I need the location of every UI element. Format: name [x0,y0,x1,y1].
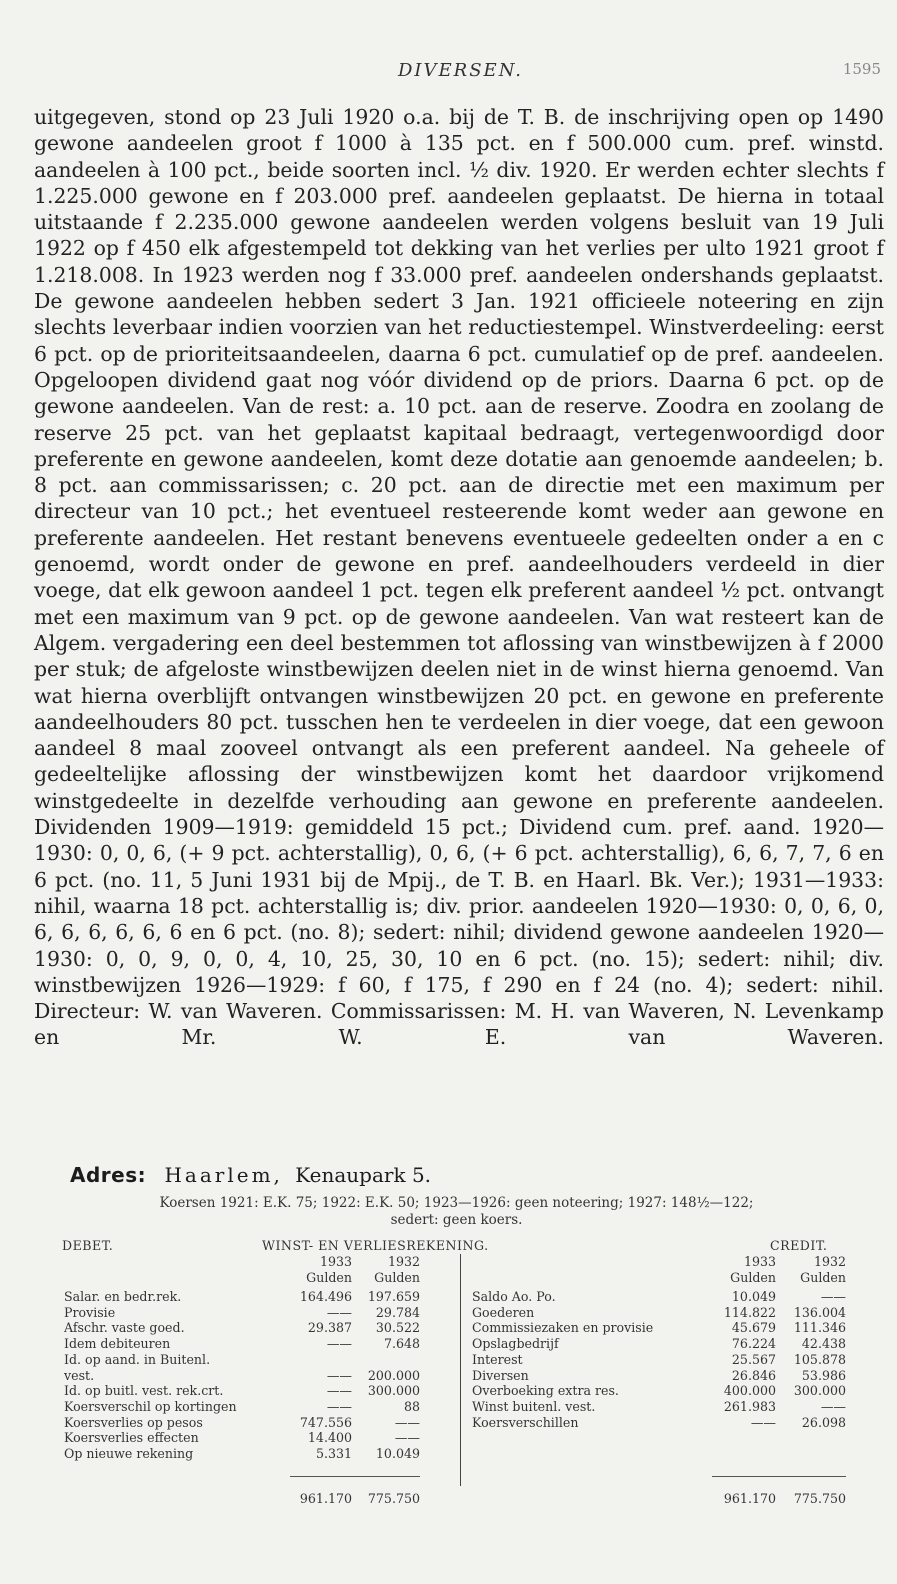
credit-label: Koersverschillen [472,1414,579,1430]
debit-value-1933: 164.496 [299,1289,352,1304]
address-street: Kenaupark 5. [295,1163,432,1187]
credit-value-1933: 26.846 [731,1367,776,1383]
debit-label: Koersverlies op pesos [64,1414,203,1430]
debit-value-1932: 88 [403,1398,420,1414]
address-label: Adres: [70,1163,147,1187]
debit-row [64,1289,420,1305]
debit-label: Koersverschil op kortingen [64,1398,237,1414]
debit-row [64,1383,420,1399]
debit-value-1932: 7.648 [383,1336,420,1352]
debit-label: Idem debiteuren [64,1336,171,1352]
debit-label: vest. [64,1367,95,1383]
credit-value-1933: 10.049 [731,1289,776,1304]
credit-unit-2: Gulden [800,1270,846,1285]
address-city: Haarlem, [164,1163,283,1187]
debit-value-1933: 747.556 [299,1414,352,1430]
debit-value-1933: —— [326,1398,352,1414]
credit-unit-1: Gulden [730,1270,776,1285]
running-head [34,60,887,90]
debit-row [64,1320,420,1336]
debit-row [64,1352,420,1368]
body-paragraph: uitgegeven, stond op 23 Juli 1920 o.a. bij de T. B. de inschrijving open op 1490 gewone aandeelen groot f 1000 à 135 pct. en f 500.000 cum. pref. winstd. aandeelen à 100 pct., beide soorten incl. ½ div. 1920. Er werden echter slechts f 1.225.000 gewone en f 203.000 pref. aandeelen geplaatst. De hierna in totaal uitstaande f 2.235.000 gewone aandeelen werden volgens besluit van 19 Juli 1922 op f 450 elk afgestempeld tot dekking van het verlies per ulto 1921 groot f 1.218.008. In 1923 werden nog f 33.000 pref. aandeelen ondershands geplaatst. De gewone aandeelen hebben sedert 3 Jan. 1921 officieele noteering en zijn slechts leverbaar indien voorzien van het reductiestempel. Winstverdeeling: eerst 6 pct. op de prioriteitsaandeelen, daarna 6 pct. cumulatief op de pref. aandeelen. Opgeloopen dividend gaat nog vóór dividend op de priors. Daarna 6 pct. op de gewone aandeelen. Van de rest: a. 10 pct. aan de reserve. Zoodra en zoolang de reserve 25 pct. van het geplaatst kapitaal bedraagt, vertegenwoordigd door preferente en gewone aandeelen, komt deze dotatie aan genoemde aandeelen; b. 8 pct. aan commissarissen; c. 20 pct. aan de directie met een maximum per directeur van 10 pct.; het eventueel resteerende komt weder aan gewone en preferente aandeelen. Het restant benevens eventueele gedeelten onder a en c genoemd, wordt onder de gewone en pref. aandeelhouders verdeeld in dier voege, dat elk gewoon aandeel 1 pct. tegen elk preferent aandeel ½ pct. ontvangt met een maximum van 9 pct. op de gewone aandeelen. Van wat resteert kan de Algem. vergadering een deel bestemmen tot aflossing van winstbewijzen à f 2000 per stuk; de afgeloste winstbewijzen deelen niet in de winst hierna genoemd. Van wat hierna overblijft ontvangen winstbewijzen 20 pct. en gewone en preferente aandeelhouders 80 pct. tusschen hen te verdeelen in dier voege, dat een gewoon aandeel 8 maal zooveel ontvangt als een preferent aandeel. Na geheele of gedeeltelijke aflossing der winstbewijzen komt het daardoor vrijkomend winstgedeelte in dezelfde verhouding aan gewone en preferente aandeelen. Dividenden 1909—1919: gemiddeld 15 pct.; Dividend cum. pref. aand. 1920—1930: 0, 0, 6, (+ 9 pct. achterstallig), 0, 6, (+ 6 pct. achterstallig), 6, 6, 7, 7, 6 en 6 pct. (no. 11, 5 Juni 1931 bij de Mpij., de T. B. en Haarl. Bk. Ver.); 1931—1933: nihil, waarna 18 pct. achterstallig is; div. prior. aandeelen 1920—1930: 0, 0, 6, 0, 6, 6, 6, 6, 6, 6 en 6 pct. (no. 8); sedert: nihil; dividend gewone aandeelen 1920—1930: 0, 0, 9, 0, 0, 4, 10, 25, 30, 10 en 6 pct. (no. 15); sedert: nihil; div. winstbewijzen 1926—1929: f 60, f 175, f 290 en f 24 (no. 4); sedert: nihil. Directeur: W. van Waveren. Commissarissen: M. H. van Waveren, N. Levenkamp en Mr. W. E. van Waveren. [34,105,884,1050]
quotations-line-2: sedert: geen koers. [390,1212,523,1228]
credit-value-1932: —— [820,1398,846,1414]
quotations [64,1195,849,1229]
credit-value-1933: 25.567 [731,1351,776,1367]
debit-value-1932: 300.000 [367,1383,420,1399]
credit-row [472,1368,846,1384]
debit-row [64,1399,420,1415]
profit-loss-account [32,1238,862,1568]
debit-value-1933: —— [326,1367,352,1383]
debit-year-1: 1933 [319,1254,352,1269]
debit-value-1933: 5.331 [315,1446,352,1461]
credit-value-1932: 53.986 [801,1367,846,1383]
credit-label: Diversen [472,1367,529,1383]
body-text [34,104,884,1051]
credit-year-1: 1933 [743,1254,776,1269]
debit-value-1932: —— [394,1430,420,1446]
debit-unit-1: Gulden [306,1270,352,1285]
debit-row [64,1336,420,1352]
credit-value-1932: 300.000 [793,1383,846,1399]
credit-value-1932: 105.878 [793,1351,846,1367]
quotations-line-1: Koersen 1921: E.K. 75; 1922: E.K. 50; 1923—1926: geen noteering; 1927: 148½—122; [159,1195,754,1211]
credit-total-rule [712,1476,846,1477]
address-line [70,1163,431,1187]
credit-row [472,1383,846,1399]
credit-value-1933: 76.224 [731,1336,776,1352]
debit-row [64,1305,420,1321]
running-title: DIVERSEN. [397,60,524,81]
debit-row [64,1415,420,1431]
debit-label: Koersverlies effecten [64,1430,199,1446]
credit-label: Winst buitenl. vest. [472,1398,596,1414]
debit-value-1932: 197.659 [367,1289,420,1304]
debit-value-1932: 30.522 [375,1320,420,1336]
credit-value-1932: 111.346 [793,1320,846,1336]
debit-value-1932: —— [394,1414,420,1430]
debit-label: Id. op buitl. vest. rek.crt. [64,1383,224,1399]
credit-value-1933: 400.000 [723,1383,776,1399]
page-number: 1595 [842,60,881,78]
credit-row [472,1336,846,1352]
debit-label: Salar. en bedr.rek. [64,1289,182,1304]
debet-label: DEBET. [62,1238,114,1253]
debit-total-1933: 961.170 [299,1491,352,1506]
credit-value-1933: —— [750,1414,776,1430]
credit-row [472,1415,846,1431]
credit-value-1932: —— [820,1289,846,1304]
credit-label: Opslagbedrijf [472,1336,559,1352]
debit-year-2: 1932 [387,1254,420,1269]
credit-label: CREDIT. [770,1238,828,1253]
debit-label: Id. op aand. in Buitenl. [64,1351,211,1367]
credit-value-1932: 136.004 [793,1304,846,1320]
credit-label: Overboeking extra res. [472,1383,619,1399]
debit-row [64,1446,420,1462]
credit-value-1932: 42.438 [801,1336,846,1352]
credit-row [472,1352,846,1368]
credit-value-1932: 26.098 [801,1414,846,1430]
credit-row [472,1305,846,1321]
credit-value-1933: 114.822 [723,1304,776,1320]
credit-value-1933: 45.679 [731,1320,776,1336]
debit-value-1933: 14.400 [307,1430,352,1446]
debit-value-1933: —— [326,1336,352,1352]
debit-value-1933: —— [326,1304,352,1320]
credit-label: Interest [472,1351,523,1367]
debit-unit-2: Gulden [374,1270,420,1285]
debit-value-1932: 200.000 [367,1367,420,1383]
credit-total-1933: 961.170 [723,1491,776,1506]
credit-label: Goederen [472,1304,535,1320]
account-title: WINST- EN VERLIESREKENING. [262,1238,489,1253]
debit-label: Provisie [64,1304,116,1320]
credit-row [472,1399,846,1415]
credit-label: Commissiezaken en provisie [472,1320,654,1336]
credit-year-2: 1932 [813,1254,846,1269]
credit-label: Saldo Ao. Po. [472,1289,556,1304]
debit-value-1932: 10.049 [375,1446,420,1461]
debit-label: Afschr. vaste goed. [64,1320,185,1336]
debit-value-1933: 29.387 [307,1320,352,1336]
debit-label: Op nieuwe rekening [64,1446,194,1461]
credit-row [472,1289,846,1305]
debit-row [64,1430,420,1446]
credit-value-1933: 261.983 [723,1398,776,1414]
credit-row [472,1320,846,1336]
debit-row [64,1368,420,1384]
debit-total-1932: 775.750 [367,1491,420,1506]
column-divider [460,1254,461,1486]
debit-value-1933: —— [326,1383,352,1399]
debit-total-rule [290,1476,420,1477]
credit-total-1932: 775.750 [793,1491,846,1506]
debit-value-1932: 29.784 [375,1304,420,1320]
